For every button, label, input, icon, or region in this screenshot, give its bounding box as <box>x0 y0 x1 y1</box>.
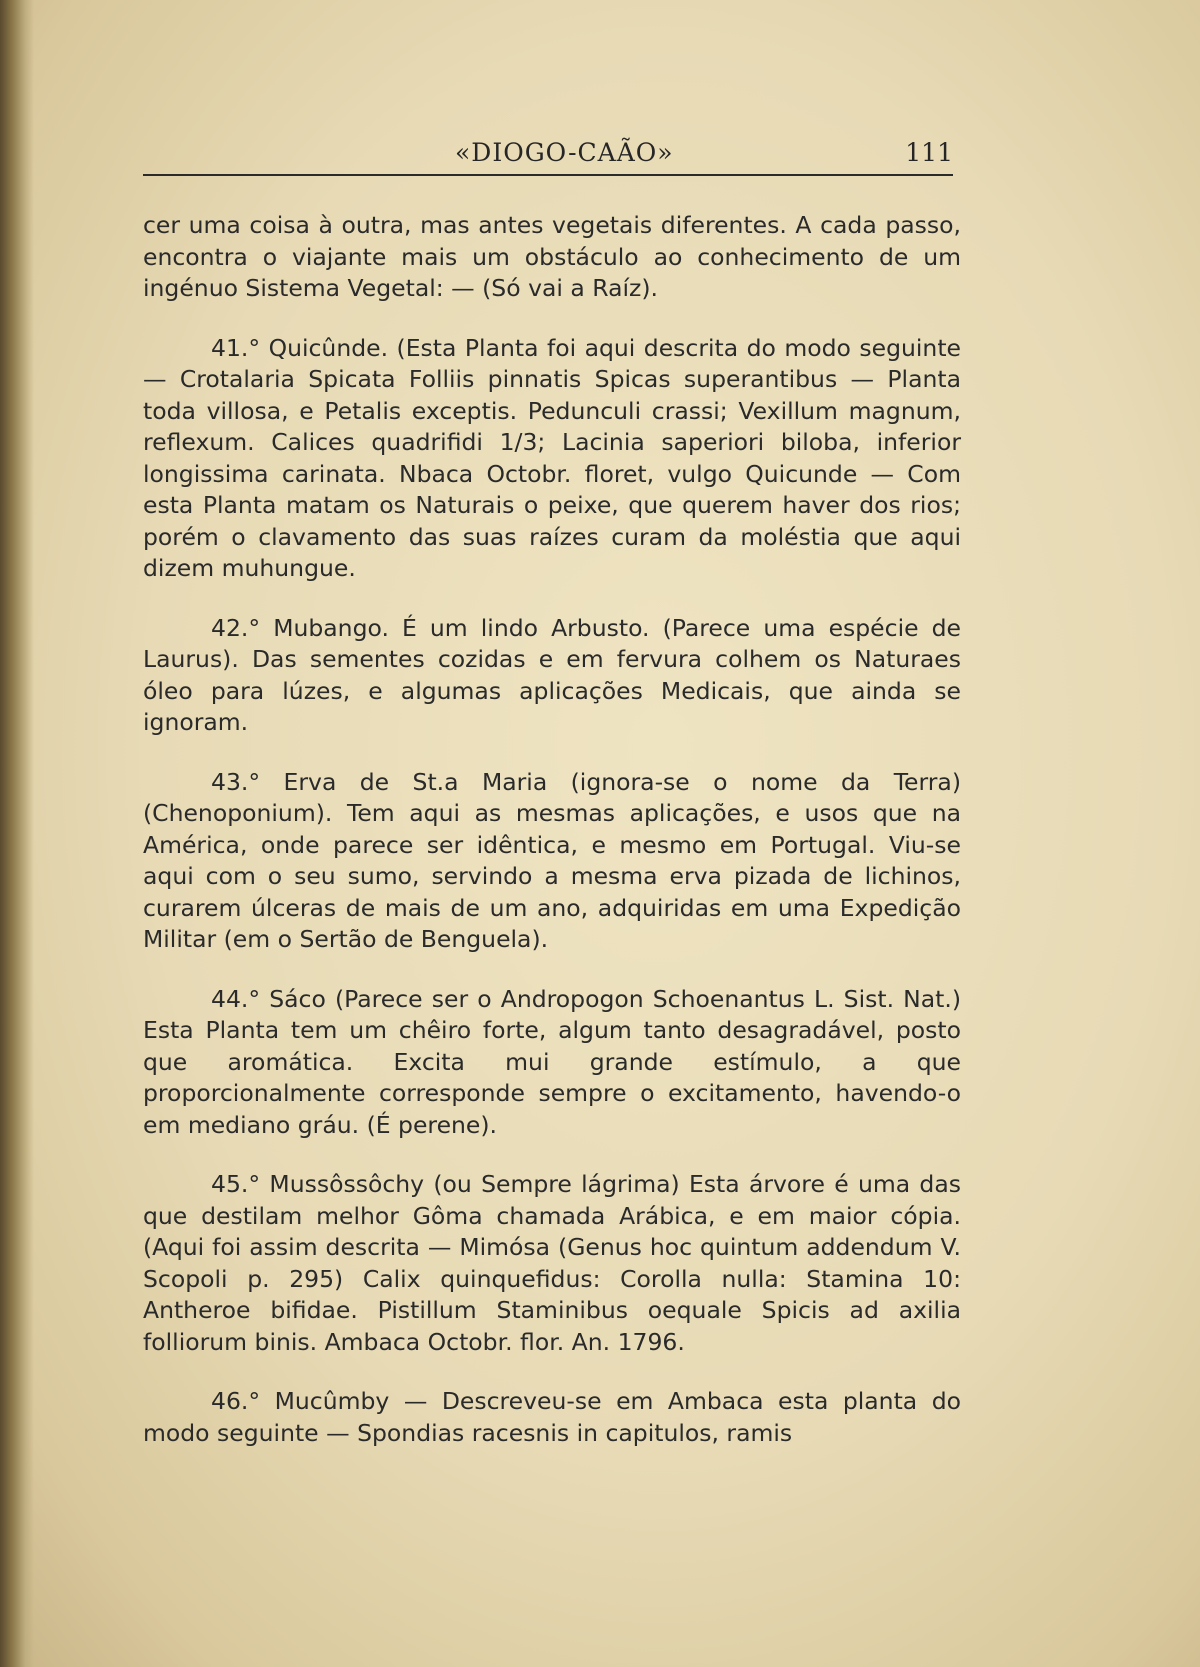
paragraph-entry-43: 43.° Erva de St.a Maria (ignora-se o nome da Terra) (Chenoponium). Tem aqui as mesmas aplicações, e usos que na América, onde parece ser idêntica, e mesmo em Portugal. Viu-se aqui com o seu sumo, servindo a mesma erva pizada de lichinos, curarem úlceras de mais de um ano, adquiridas em uma Expedição Militar (em o Sertão de Benguela). <box>143 767 961 953</box>
paragraph-entry-42: 42.° Mubango. É um lindo Arbusto. (Parece uma espécie de Laurus). Das sementes cozidas e em fervura colhem os Naturaes óleo para lúzes, e algumas aplicações Medicais, que ainda se ignoram. <box>143 613 961 736</box>
paragraph-continued: cer uma coisa à outra, mas antes vegetais diferentes. A cada passo, encontra o viajante mais um obstáculo ao conhecimento de um ingénuo Sistema Vegetal: — (Só vai a Raíz). <box>143 211 961 302</box>
page-header <box>143 130 953 176</box>
running-title: «DIOGO-CAÃO» <box>455 138 674 167</box>
body-text <box>143 210 961 1449</box>
paragraph-entry-46: 46.° Mucûmby — Descreveu-se em Ambaca esta planta do modo seguinte — Spondias racesnis in capitulos, ramis <box>143 1387 961 1447</box>
page-number: 111 <box>905 138 953 167</box>
paragraph-entry-44: 44.° Sáco (Parece ser o Andropogon Schoenantus L. Sist. Nat.) Esta Planta tem um chêiro forte, algum tanto desagradável, posto que aromática. Excita mui grande estímulo, a que proporcionalmente corresponde sempre o excitamento, havendo-o em mediano gráu. (É perene). <box>143 984 961 1139</box>
paragraph-entry-45: 45.° Mussôssôchy (ou Sempre lágrima) Esta árvore é uma das que destilam melhor Gôma chamada Arábica, e em maior cópia. (Aqui foi assim descrita — Mimósa (Genus hoc quintum addendum V. Scopoli p. 295) Calix quinquefidus: Corolla nulla: Stamina 10: Antheroe bifidae. Pistillum Staminibus oequale Spicis ad axilia folliorum binis. Ambaca Octobr. flor. An. 1796. <box>143 1170 961 1356</box>
book-binding-shadow <box>0 0 34 1667</box>
paragraph-entry-41: 41.° Quicûnde. (Esta Planta foi aqui descrita do modo seguinte — Crotalaria Spicata Folliis pinnatis Spicas superantibus — Planta toda villosa, e Petalis exceptis. Pedunculi crassi; Vexillum magnum, reflexum. Calices quadrifidi 1/3; Lacinia saperiori biloba, inferior longissima carinata. Nbaca Octobr. floret, vulgo Quicunde — Com esta Planta matam os Naturais o peixe, que querem haver dos rios; porém o clavamento das suas raízes curam da moléstia que aqui dizem muhungue. <box>143 333 961 582</box>
